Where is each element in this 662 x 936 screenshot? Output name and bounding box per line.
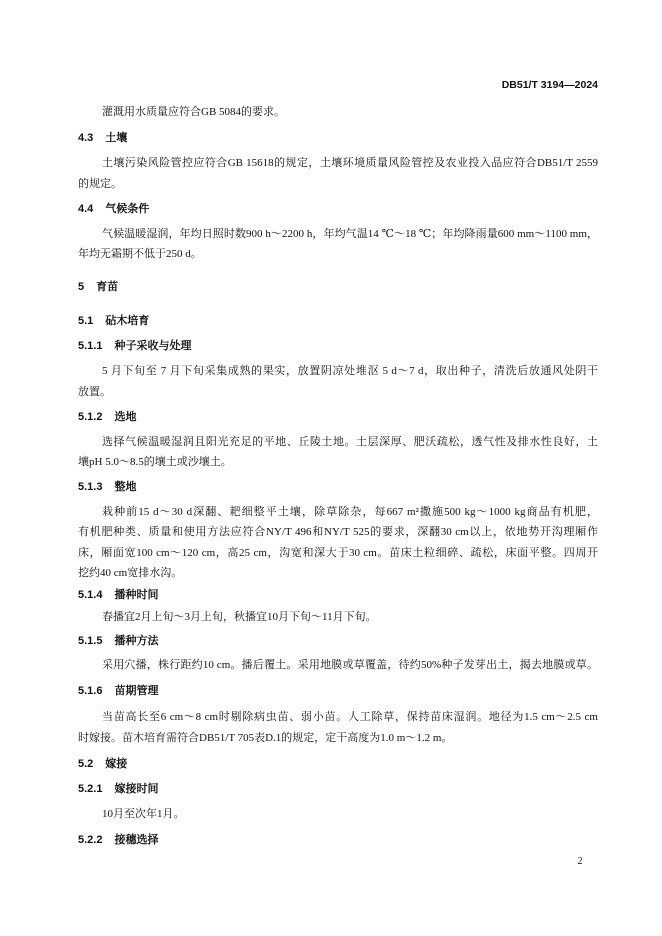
section-number: 5.1 <box>78 315 94 327</box>
section-title: 选地 <box>114 411 137 423</box>
document-code: DB51/T 3194—2024 <box>501 79 598 91</box>
section-heading-5-1-5 <box>78 634 598 648</box>
paragraph-line: 挖约40 cm宽排水沟。 <box>78 567 183 579</box>
section-heading-5 <box>78 280 598 294</box>
paragraph-line: 有机肥种类、质量和使用方法应符合NY/T 496和NY/T 525的要求，深翻30 cm以上，依地势开沟理厢作 <box>78 526 598 538</box>
paragraph-line: 当苗高长至6 cm～8 cm时剔除病虫苗、弱小苗。人工除草，保持苗床湿润。地径为1.5 cm～2.5 cm <box>102 711 598 723</box>
section-heading-5-1-3 <box>78 480 598 494</box>
section-heading-5-2 <box>78 757 598 771</box>
section-number: 5.1.5 <box>78 635 103 647</box>
section-number: 5.1.2 <box>78 411 103 423</box>
paragraph-line: 壤pH 5.0～8.5的壤土或沙壤土。 <box>78 456 232 468</box>
paragraph-line: 栽种前15 d～30 d深翻、耙细整平土壤，除草除杂，每667 m²撒施500 kg～1000 kg商品有机肥， <box>102 506 598 518</box>
section-heading-4-4 <box>78 202 598 216</box>
paragraph-line: 灌溉用水质量应符合GB 5084的要求。 <box>102 106 286 118</box>
section-title: 播种时间 <box>114 589 159 601</box>
paragraph-line: 年均无霜期不低于250 d。 <box>78 248 202 260</box>
section-title: 育苗 <box>96 281 119 293</box>
paragraph-line: 放置。 <box>78 386 111 398</box>
section-title: 气候条件 <box>105 203 150 215</box>
section-heading-5-1-2 <box>78 410 598 424</box>
paragraph-line: 床，厢面宽100 cm～120 cm，高25 cm，沟宽和深大于30 cm。苗床土粒细碎、疏松，床面平整。四周开 <box>78 547 598 559</box>
section-number: 5.2.1 <box>78 783 103 795</box>
section-heading-4-3 <box>78 131 598 145</box>
section-number: 5.1.1 <box>78 340 103 352</box>
section-heading-5-1-1 <box>78 339 598 353</box>
section-number: 5 <box>78 281 85 293</box>
section-title: 嫁接时间 <box>114 783 159 795</box>
section-number: 5.1.6 <box>78 685 103 697</box>
section-title: 播种方法 <box>114 635 159 647</box>
section-title: 砧木培育 <box>105 315 150 327</box>
section-number: 4.4 <box>78 203 94 215</box>
section-heading-5-1-6 <box>78 684 598 698</box>
section-number: 5.1.3 <box>78 481 103 493</box>
section-title: 嫁接 <box>105 758 128 770</box>
paragraph-line: 春播宜2月上旬～3月上旬，秋播宜10月下旬～11月下旬。 <box>102 611 377 623</box>
section-number: 4.3 <box>78 132 94 144</box>
paragraph-line: 10月至次年1月。 <box>102 808 185 820</box>
paragraph-line: 气候温暖湿润，年均日照时数900 h～2200 h，年均气温14 ℃～18 ℃；年均降雨量600 mm～1100 mm， <box>102 228 598 240</box>
section-heading-5-2-1 <box>78 782 598 796</box>
section-title: 接穗选择 <box>114 834 159 846</box>
page-number: 2 <box>577 856 583 867</box>
paragraph-line: 采用穴播，株行距约10 cm。播后覆土。采用地膜或草覆盖，待约50%种子发芽出土，揭去地膜或草。 <box>102 659 598 671</box>
section-heading-5-1 <box>78 314 598 328</box>
section-number: 5.2 <box>78 758 94 770</box>
section-title: 整地 <box>114 481 137 493</box>
section-heading-5-1-4 <box>78 588 598 602</box>
paragraph-line: 选择气候温暖湿润且阳光充足的平地、丘陵土地。土层深厚、肥沃疏松，透气性及排水性良好，土 <box>102 436 598 448</box>
section-number: 5.1.4 <box>78 589 103 601</box>
paragraph-line: 土壤污染风险管控应符合GB 15618的规定，土壤环境质量风险管控及农业投入品应符合DB51/T 2559 <box>102 157 598 169</box>
paragraph-line: 5 月下旬至 7 月下旬采集成熟的果实，放置阴凉处堆沤 5 d～7 d，取出种子，清洗后放通风处阴干 <box>102 365 598 377</box>
section-heading-5-2-2 <box>78 833 598 847</box>
section-title: 土壤 <box>105 132 128 144</box>
section-title: 苗期管理 <box>114 685 159 697</box>
paragraph-line: 的规定。 <box>78 178 122 190</box>
paragraph-line: 时嫁接。苗木培育需符合DB51/T 705表D.1的规定，定干高度为1.0 m～1.2 m。 <box>78 732 453 744</box>
section-number: 5.2.2 <box>78 834 103 846</box>
section-title: 种子采收与处理 <box>114 340 192 352</box>
